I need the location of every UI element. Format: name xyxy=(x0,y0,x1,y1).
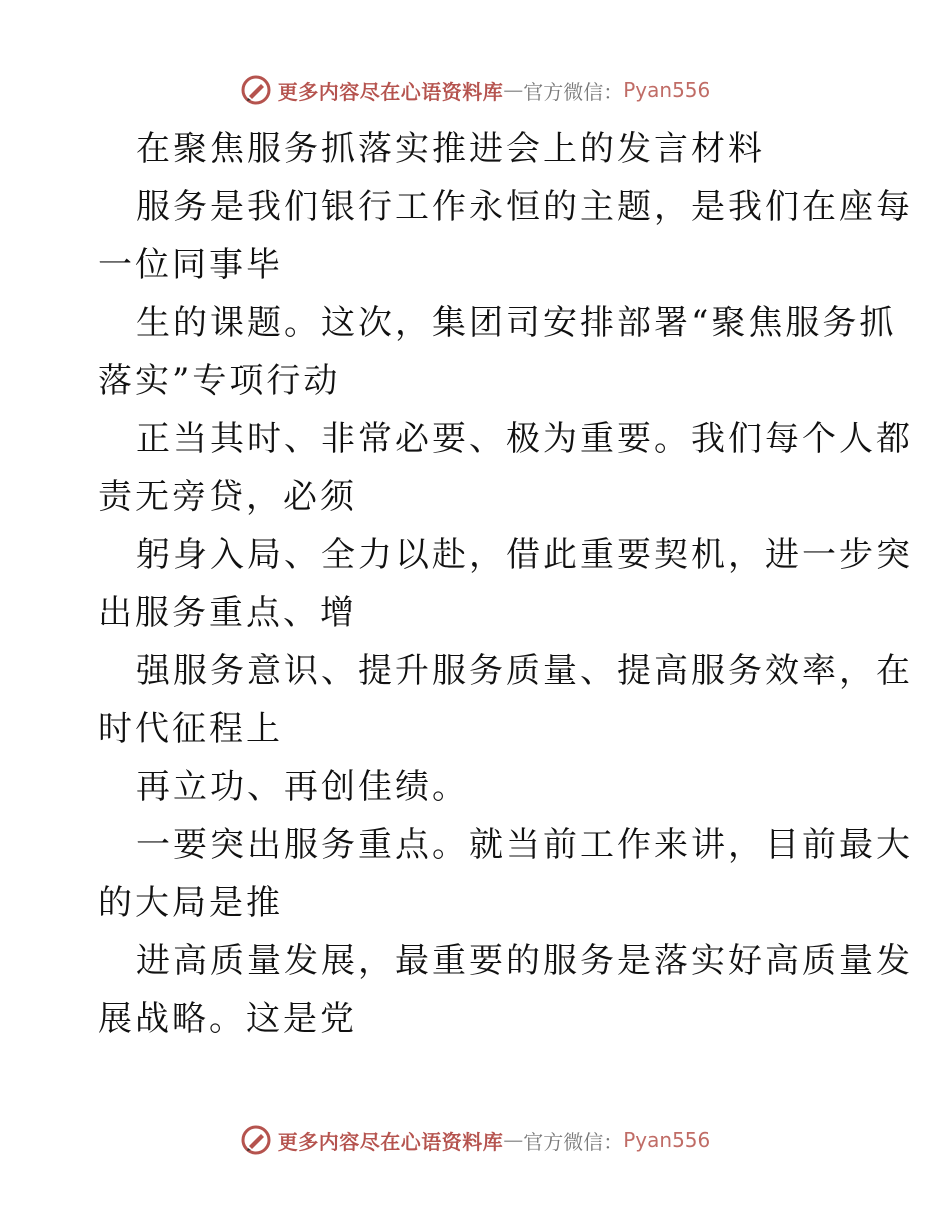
paragraph-line: 强服务意识、提升服务质量、提高服务效率，在 xyxy=(136,651,913,691)
paragraph-line: 躬身入局、全力以赴，借此重要契机，进一步突 xyxy=(136,535,913,575)
document-title: 在聚焦服务抓落实推进会上的发言材料 xyxy=(136,129,765,169)
pen-logo-icon xyxy=(240,74,272,106)
footer-watermark-banner xyxy=(0,1120,950,1160)
paragraph-line: 展战略。这是党 xyxy=(98,999,357,1039)
paragraph-line: 的大局是推 xyxy=(98,883,283,923)
banner-dash: — xyxy=(503,1128,524,1152)
banner-wechat-id: Pyan556 xyxy=(623,1128,711,1152)
paragraph-line: 一要突出服务重点。就当前工作来讲，目前最大 xyxy=(136,825,913,865)
paragraph-line: 再立功、再创佳绩。 xyxy=(136,767,469,807)
document-body xyxy=(98,120,913,1048)
paragraph-line: 生的课题。这次，集团司安排部署“聚焦服务抓 xyxy=(136,303,897,343)
paragraph-line: 责无旁贷，必须 xyxy=(98,477,357,517)
banner-title: 更多内容尽在心语资料库 xyxy=(277,79,504,104)
banner-dash: — xyxy=(503,78,524,102)
banner-title: 更多内容尽在心语资料库 xyxy=(277,1129,504,1154)
paragraph-line: 一位同事毕 xyxy=(98,245,283,285)
banner-wechat-id: Pyan556 xyxy=(623,78,711,102)
paragraph-line: 落实”专项行动 xyxy=(98,361,341,401)
paragraph-line: 服务是我们银行工作永恒的主题，是我们在座每 xyxy=(136,187,913,227)
banner-wechat-label: 官方微信： xyxy=(523,79,624,104)
paragraph-line: 正当其时、非常必要、极为重要。我们每个人都 xyxy=(136,419,913,459)
pen-logo-icon xyxy=(240,1124,272,1156)
header-watermark-banner xyxy=(0,70,950,110)
banner-wechat-label: 官方微信： xyxy=(523,1129,624,1154)
paragraph-line: 时代征程上 xyxy=(98,709,283,749)
paragraph-line: 进高质量发展，最重要的服务是落实好高质量发 xyxy=(136,941,913,981)
paragraph-line: 出服务重点、增 xyxy=(98,593,357,633)
